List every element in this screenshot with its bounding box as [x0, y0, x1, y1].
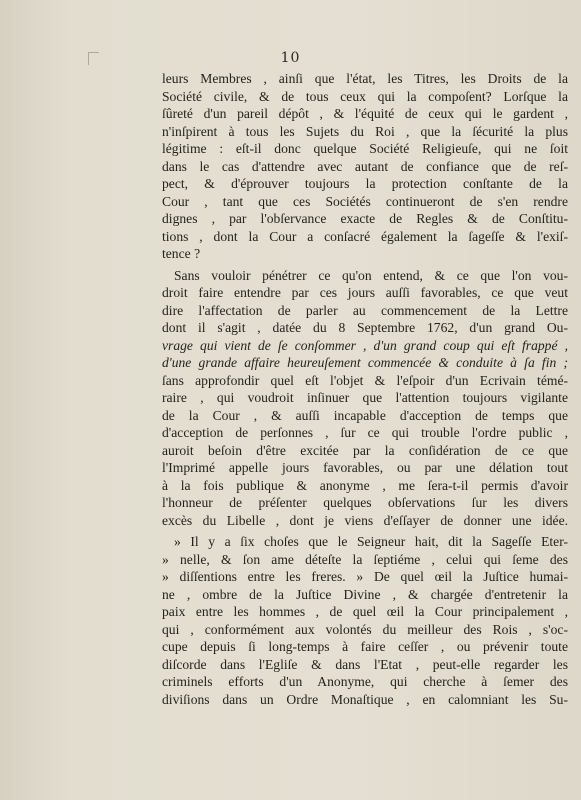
text-line: dignes , par l'obſervance exacte de Regles & de Conſtitu- [162, 211, 568, 226]
body-text [162, 70, 568, 708]
text-line: ſûreté d'un pareil dépôt , & l'équité de ceux qui le gardent , [162, 106, 568, 121]
text-line: tions , dont la Cour a conſacré également la ſageſſe & l'exiſ- [162, 228, 568, 244]
paragraph-3 [162, 533, 568, 708]
text-line: auroit beſoin d'être excitée par la conſidération de ce que [162, 442, 568, 458]
text-line: criminels efforts d'un Anonyme, qui cherche à ſemer des [162, 674, 568, 689]
text-line: Sans vouloir pénétrer ce qu'on entend, & ce que l'on vou- [174, 267, 568, 283]
text-line: vrage qui vient de ſe conſommer , d'un grand coup qui eſt frappé , [162, 337, 568, 353]
text-line: de la Cour , & auſſi incapable d'acception de temps que [162, 407, 568, 423]
text-line: ne , ombre de la Juſtice Divine , & chargée d'entretenir la [162, 586, 568, 602]
text-line: pect, & d'éprouver toujours la protection conſtante de la [162, 176, 568, 191]
text-line: diviſions dans un Ordre Monaſtique , en calomniant les Su- [162, 691, 568, 707]
paragraph-1 [162, 70, 568, 263]
page-number: 10 [280, 50, 301, 66]
paragraph-2 [162, 267, 568, 530]
text-line: dans le cas d'attendre avec autant de confiance que de reſ- [162, 158, 568, 174]
text-line: » Il y a ſix choſes que le Seigneur hait, dit la Sageſſe Eter- [174, 534, 568, 549]
text-line: droit faire entendre par ces jours auſſi favorables, ce que veut [162, 285, 568, 300]
text-line: cupe depuis ſi long-temps à faire ceſſer , ou prévenir toute [162, 639, 568, 654]
text-line: à la fois publique & anonyme , me ſera-t-il permis d'avoir [162, 477, 568, 493]
text-line: d'une grande affaire heureuſement commencée & conduite à ſa fin ; [162, 355, 568, 370]
text-line: l'Imprimé appelle jours favorables, ou par une délation tout [162, 460, 568, 475]
text-line: légitime : eſt-il donc quelque Société Religieuſe, qui ne ſoit [162, 141, 568, 156]
text-line: qui , conformément aux volontés du meilleur des Rois , s'oc- [162, 621, 568, 637]
text-line: » nelle, & ſon ame déteſte la ſeptiéme , celui qui ſeme des [162, 551, 568, 567]
text-line: » diſſentions entre les freres. » De quel œil la Juſtice humai- [162, 569, 568, 584]
text-line: dire l'affectation de parler au commencement de la Lettre [162, 302, 568, 318]
text-line: ſans approfondir quel eſt l'objet & l'eſpoir d'un Ecrivain témé- [162, 372, 568, 388]
text-line: leurs Membres , ainſi que l'état, les Titres, les Droits de la [162, 71, 568, 86]
text-line: tence ? [162, 246, 201, 261]
text-line: n'inſpirent à tous les Sujets du Roi , que la ſécurité la plus [162, 123, 568, 139]
text-line: diſcorde dans l'Egliſe & dans l'Etat , peut-elle regarder les [162, 656, 568, 672]
text-line: l'honneur de préſenter quelques obſervations ſur les divers [162, 495, 568, 510]
text-line: Société civile, & de tous ceux qui la compoſent? Lorſque la [162, 88, 568, 104]
text-line: paix entre les hommes , de quel œil la Cour principalement , [162, 604, 568, 619]
text-line: dont il s'agit , datée du 8 Septembre 1762, d'un grand Ou- [162, 320, 568, 335]
text-line: excès du Libelle , dont je viens d'eſſayer de donner une idée. [162, 512, 568, 528]
text-line: d'acception de perſonnes , ſur ce qui trouble l'ordre public , [162, 425, 568, 440]
text-line: raire , qui voudroit inſinuer que l'attention toujours vigilante [162, 390, 568, 405]
text-line: Cour , tant que ces Sociétés continueront de s'en rendre [162, 193, 568, 209]
